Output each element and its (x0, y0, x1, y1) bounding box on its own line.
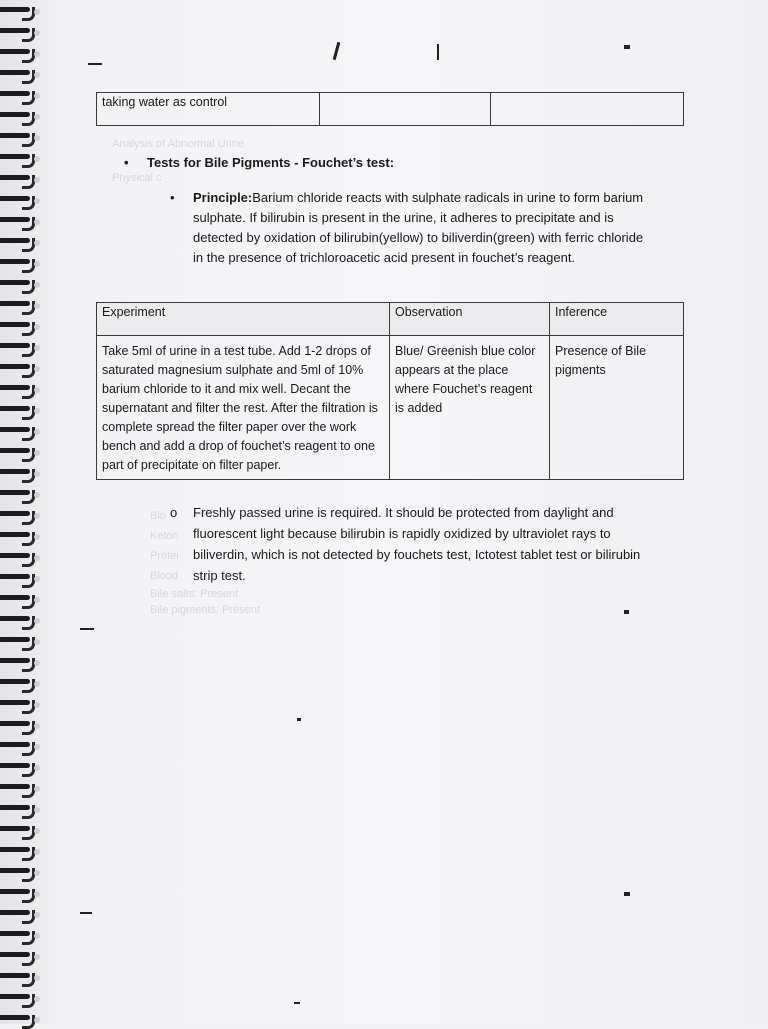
spiral-coil (0, 823, 40, 835)
spiral-coil (0, 130, 40, 142)
bleed-through-text: Blood (150, 570, 179, 582)
scan-mark (294, 1002, 300, 1004)
scan-mark (437, 44, 439, 60)
scan-mark (624, 45, 630, 49)
principle-paragraph (170, 188, 650, 268)
spiral-coil (0, 718, 40, 730)
spiral-coil (0, 907, 40, 919)
table-cell (491, 93, 684, 126)
spiral-coil (0, 928, 40, 940)
spiral-coil (0, 781, 40, 793)
spiral-coil (0, 550, 40, 562)
spiral-coil (0, 466, 40, 478)
table-cell: taking water as control (97, 93, 320, 126)
bullet: • (170, 190, 175, 205)
spiral-coil (0, 256, 40, 268)
scan-mark (80, 628, 94, 630)
spiral-coil (0, 508, 40, 520)
spiral-coil (0, 970, 40, 982)
bleed-through-text: Analysis of Abnormal Urine (112, 138, 245, 150)
spiral-coil (0, 529, 40, 541)
bleed-through-text: Blo (150, 510, 166, 522)
spiral-coil (0, 88, 40, 100)
spiral-coil (0, 487, 40, 499)
spiral-coil (0, 949, 40, 961)
scan-mark (80, 912, 92, 914)
experiment-cell: Take 5ml of urine in a test tube. Add 1-2 drops of saturated magnesium sulphate and 5ml of 10% barium chloride to it and mix well. Decant the supernatant and filter the rest. After the filtration is complete spread the filter paper over the work bench and add a drop of fouchet’s reagent to one part of precipitate on filter paper. (97, 336, 390, 480)
spiral-coil (0, 655, 40, 667)
spiral-coil (0, 340, 40, 352)
observation-cell: Blue/ Greenish blue color appears at the place where Fouchet’s reagent is added (390, 336, 550, 480)
spiral-coil (0, 886, 40, 898)
spiral-coil (0, 802, 40, 814)
spiral-coil (0, 1012, 40, 1024)
bleed-through-text: Bile pigments: Present (150, 604, 261, 616)
spiral-binding (0, 0, 48, 1024)
spiral-coil (0, 844, 40, 856)
bleed-through-text: Keton (150, 530, 179, 542)
table-row (97, 93, 684, 126)
spiral-coil (0, 760, 40, 772)
scan-mark (624, 610, 629, 614)
spiral-coil (0, 424, 40, 436)
table-header-row (97, 303, 684, 336)
spiral-coil (0, 571, 40, 583)
spiral-coil (0, 319, 40, 331)
principle-label: Principle: (193, 190, 253, 205)
spiral-coil (0, 739, 40, 751)
table-row (97, 336, 684, 480)
bullet: • (124, 155, 129, 170)
scan-mark (624, 892, 630, 896)
spiral-coil (0, 46, 40, 58)
spiral-coil (0, 382, 40, 394)
spiral-coil (0, 403, 40, 415)
spiral-coil (0, 277, 40, 289)
scan-mark (297, 718, 301, 721)
spiral-coil (0, 298, 40, 310)
spiral-coil (0, 172, 40, 184)
spiral-coil (0, 67, 40, 79)
column-header-inference: Inference (550, 303, 684, 336)
bullet: o (170, 505, 178, 520)
spiral-coil (0, 676, 40, 688)
fouchet-test-table (96, 302, 684, 480)
spiral-coil (0, 151, 40, 163)
spiral-coil (0, 697, 40, 709)
column-header-observation: Observation (390, 303, 550, 336)
spiral-coil (0, 193, 40, 205)
section-heading-text: Tests for Bile Pigments - Fouchet’s test: (147, 155, 395, 170)
note-text: Freshly passed urine is required. It should be protected from daylight and fluorescent light because bilirubin is rapidly oxidized by ultraviolet rays to biliverdin, which is not detected by fouchets test, Ictotest tablet test or bilirubin strip test. (193, 505, 641, 583)
control-table (96, 92, 684, 126)
column-header-experiment: Experiment (97, 303, 390, 336)
bleed-through-text: Protei (150, 550, 179, 562)
spiral-coil (0, 361, 40, 373)
inference-cell: Presence of Bile pigments (550, 336, 684, 480)
spiral-coil (0, 865, 40, 877)
spiral-coil (0, 634, 40, 646)
spiral-coil (0, 214, 40, 226)
spiral-coil (0, 109, 40, 121)
principle-text: Barium chloride reacts with sulphate radicals in urine to form barium sulphate. If bilirubin is present in the urine, it adheres to precipitate and is detected by oxidation of bilirubin(yellow) to biliverdin(green) with ferric chloride in the presence of trichloroacetic acid present in fouchet’s reagent. (193, 190, 644, 265)
spiral-coil (0, 592, 40, 604)
scan-mark (333, 42, 341, 60)
spiral-coil (0, 613, 40, 625)
spiral-coil (0, 445, 40, 457)
scan-mark (88, 63, 102, 65)
note-paragraph (170, 502, 650, 586)
spiral-coil (0, 25, 40, 37)
bleed-through-text: Physical c (112, 172, 162, 184)
spiral-coil (0, 235, 40, 247)
spiral-coil (0, 991, 40, 1003)
spiral-coil (0, 4, 40, 16)
table-cell (320, 93, 491, 126)
bleed-through-text: Bile salts: Present (150, 588, 239, 600)
